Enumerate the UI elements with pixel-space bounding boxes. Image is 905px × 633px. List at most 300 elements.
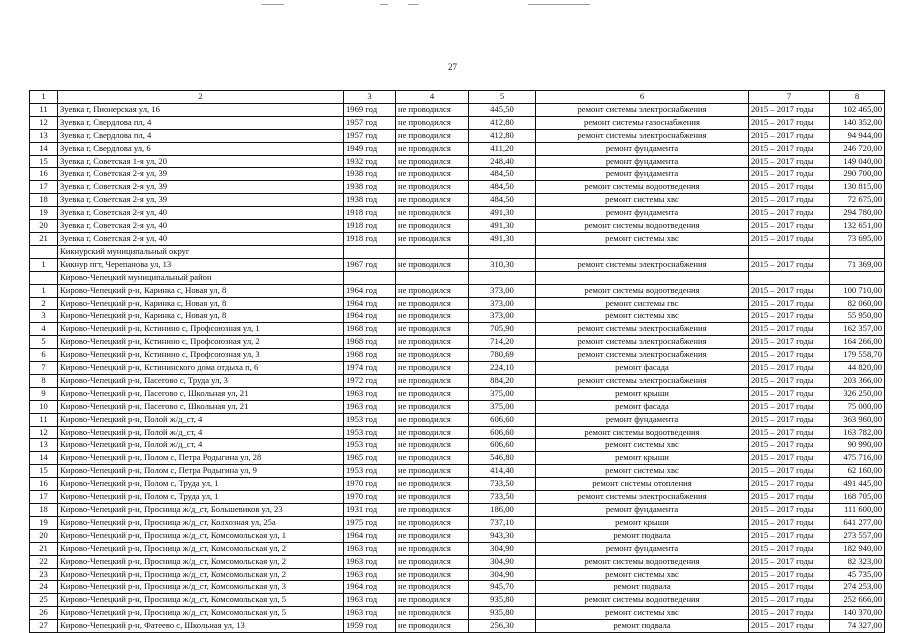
cell-repair-status: не проводился <box>396 491 469 504</box>
cell-work-type: ремонт системы отопления <box>536 478 749 491</box>
cell-address: Кирово-Чепецкий р-н, Полом с, Труда ул, 1 <box>58 478 344 491</box>
cell-period: 2015 – 2017 годы <box>749 362 830 375</box>
cell-cost: 55 950,00 <box>830 310 885 323</box>
cell-area: 375,00 <box>469 387 536 400</box>
cell-build-year: 1965 год <box>344 452 396 465</box>
cell-address: Кирово-Чепецкий р-н, Просница ж/д_ст, Комсомольская ул, 5 <box>58 594 344 607</box>
cell-row-number: 20 <box>30 220 58 233</box>
cell-cost: 326 250,00 <box>830 387 885 400</box>
cell-address: Кирово-Чепецкий р-н, Полой ж/д_ст, 4 <box>58 439 344 452</box>
cell-cost: 82 323,00 <box>830 555 885 568</box>
cell-cost: 74 327,00 <box>830 620 885 633</box>
section-blank-cell <box>749 271 830 284</box>
cell-period: 2015 – 2017 годы <box>749 555 830 568</box>
section-blank-cell <box>830 271 885 284</box>
cell-repair-status: не проводился <box>396 413 469 426</box>
table-row <box>30 478 885 491</box>
cell-area: 373,00 <box>469 284 536 297</box>
header-cell-7: 7 <box>749 91 830 104</box>
cell-repair-status: не проводился <box>396 297 469 310</box>
cell-cost: 273 557,00 <box>830 529 885 542</box>
cell-work-type: ремонт системы электроснабжения <box>536 129 749 142</box>
cell-area: 224,10 <box>469 362 536 375</box>
cell-build-year: 1949 год <box>344 142 396 155</box>
cell-period: 2015 – 2017 годы <box>749 439 830 452</box>
cell-period: 2015 – 2017 годы <box>749 194 830 207</box>
cell-area: 780,69 <box>469 349 536 362</box>
section-blank-cell <box>344 271 396 284</box>
table-row <box>30 516 885 529</box>
cell-address: Зуевка г, Советская 2-я ул, 39 <box>58 194 344 207</box>
cell-row-number: 7 <box>30 362 58 375</box>
cell-build-year: 1918 год <box>344 232 396 245</box>
cell-row-number: 27 <box>30 620 58 633</box>
cell-area: 411,20 <box>469 142 536 155</box>
cell-repair-status: не проводился <box>396 542 469 555</box>
cell-work-type: ремонт системы водоотведения <box>536 284 749 297</box>
cell-address: Зуевка г, Советская 1-я ул, 20 <box>58 155 344 168</box>
cell-repair-status: не проводился <box>396 168 469 181</box>
cell-area: 733,50 <box>469 491 536 504</box>
cell-row-number: 18 <box>30 194 58 207</box>
cell-area: 414,40 <box>469 465 536 478</box>
cell-work-type: ремонт системы хвс <box>536 607 749 620</box>
cell-work-type: ремонт системы водоотведения <box>536 555 749 568</box>
cell-period: 2015 – 2017 годы <box>749 374 830 387</box>
cell-area: 606,60 <box>469 413 536 426</box>
table-row <box>30 581 885 594</box>
cell-cost: 162 357,00 <box>830 323 885 336</box>
cell-period: 2015 – 2017 годы <box>749 594 830 607</box>
cell-build-year: 1931 год <box>344 504 396 517</box>
cell-address: Зуевка г, Свердлова ул, 6 <box>58 142 344 155</box>
cell-row-number: 2 <box>30 297 58 310</box>
cell-address: Кирово-Чепецкий р-н, Просница ж/д_ст, Комсомольская ул, 5 <box>58 607 344 620</box>
cell-address: Зуевка г, Свердлова пл, 4 <box>58 116 344 129</box>
table-row <box>30 607 885 620</box>
cell-repair-status: не проводился <box>396 142 469 155</box>
cell-build-year: 1974 год <box>344 362 396 375</box>
cell-area: 705,90 <box>469 323 536 336</box>
cell-address: Кирово-Чепецкий р-н, Фатеево с, Школьная ул, 13 <box>58 620 344 633</box>
cell-build-year: 1964 год <box>344 310 396 323</box>
cell-work-type: ремонт системы электроснабжения <box>536 103 749 116</box>
cell-row-number: 14 <box>30 142 58 155</box>
cell-build-year: 1968 год <box>344 323 396 336</box>
cell-row-number: 22 <box>30 555 58 568</box>
header-cell-6: 6 <box>536 91 749 104</box>
header-cell-3: 3 <box>344 91 396 104</box>
cell-work-type: ремонт фундамента <box>536 413 749 426</box>
cell-period: 2015 – 2017 годы <box>749 116 830 129</box>
section-blank-cell <box>30 271 58 284</box>
cell-build-year: 1972 год <box>344 374 396 387</box>
header-cell-4: 4 <box>396 91 469 104</box>
cell-row-number: 21 <box>30 232 58 245</box>
cell-period: 2015 – 2017 годы <box>749 413 830 426</box>
cell-period: 2015 – 2017 годы <box>749 387 830 400</box>
cell-area: 737,10 <box>469 516 536 529</box>
cell-period: 2015 – 2017 годы <box>749 349 830 362</box>
cell-row-number: 25 <box>30 594 58 607</box>
cell-work-type: ремонт системы водоотведения <box>536 594 749 607</box>
table-row <box>30 129 885 142</box>
cell-row-number: 13 <box>30 129 58 142</box>
cell-repair-status: не проводился <box>396 323 469 336</box>
cell-area: 935,80 <box>469 607 536 620</box>
cell-work-type: ремонт системы хвс <box>536 232 749 245</box>
cell-cost: 168 705,00 <box>830 491 885 504</box>
cell-area: 484,50 <box>469 194 536 207</box>
cell-work-type: ремонт фундамента <box>536 207 749 220</box>
cell-row-number: 20 <box>30 529 58 542</box>
cell-period: 2015 – 2017 годы <box>749 478 830 491</box>
cell-address: Кирово-Чепецкий р-н, Каринка с, Новая ул, 8 <box>58 297 344 310</box>
cell-work-type: ремонт системы электроснабжения <box>536 349 749 362</box>
table-row <box>30 620 885 633</box>
cell-row-number: 14 <box>30 452 58 465</box>
header-cell-5: 5 <box>469 91 536 104</box>
cell-work-type: ремонт системы электроснабжения <box>536 258 749 271</box>
cell-address: Кирово-Чепецкий р-н, Просница ж/д_ст, Большевиков ул, 23 <box>58 504 344 517</box>
cell-row-number: 16 <box>30 478 58 491</box>
cell-build-year: 1963 год <box>344 387 396 400</box>
cell-repair-status: не проводился <box>396 181 469 194</box>
cell-repair-status: не проводился <box>396 310 469 323</box>
cell-row-number: 11 <box>30 103 58 116</box>
table-row <box>30 181 885 194</box>
cell-area: 375,00 <box>469 400 536 413</box>
cell-build-year: 1964 год <box>344 284 396 297</box>
cell-build-year: 1968 год <box>344 349 396 362</box>
cell-repair-status: не проводился <box>396 232 469 245</box>
cell-cost: 641 277,00 <box>830 516 885 529</box>
cell-area: 491,30 <box>469 207 536 220</box>
cell-repair-status: не проводился <box>396 207 469 220</box>
section-row <box>30 271 885 284</box>
cell-address: Зуевка г, Свердлова пл, 4 <box>58 129 344 142</box>
cell-build-year: 1969 год <box>344 103 396 116</box>
cell-work-type: ремонт крыши <box>536 452 749 465</box>
cell-row-number: 19 <box>30 207 58 220</box>
cell-cost: 294 780,00 <box>830 207 885 220</box>
cell-work-type: ремонт системы хвс <box>536 439 749 452</box>
cell-row-number: 16 <box>30 168 58 181</box>
section-blank-cell <box>469 245 536 258</box>
cell-cost: 274 253,00 <box>830 581 885 594</box>
cell-work-type: ремонт фундамента <box>536 168 749 181</box>
cell-address: Кирово-Чепецкий р-н, Просница ж/д_ст, Комсомольская ул, 2 <box>58 555 344 568</box>
cell-work-type: ремонт системы гвс <box>536 297 749 310</box>
cell-cost: 363 960,00 <box>830 413 885 426</box>
table-row <box>30 465 885 478</box>
cell-repair-status: не проводился <box>396 426 469 439</box>
cell-period: 2015 – 2017 годы <box>749 504 830 517</box>
cell-row-number: 8 <box>30 374 58 387</box>
cell-row-number: 6 <box>30 349 58 362</box>
cell-build-year: 1967 год <box>344 258 396 271</box>
cell-row-number: 18 <box>30 504 58 517</box>
cell-period: 2015 – 2017 годы <box>749 181 830 194</box>
cell-area: 491,30 <box>469 232 536 245</box>
cell-period: 2015 – 2017 годы <box>749 400 830 413</box>
cell-repair-status: не проводился <box>396 362 469 375</box>
table-row <box>30 542 885 555</box>
cell-address: Зуевка г, Пионерская ул, 16 <box>58 103 344 116</box>
table-row <box>30 504 885 517</box>
cell-work-type: ремонт системы газоснабжения <box>536 116 749 129</box>
cell-area: 935,80 <box>469 594 536 607</box>
cell-address: Зуевка г, Советская 2-я ул, 40 <box>58 232 344 245</box>
cell-address: Кирово-Чепецкий р-н, Полом с, Петра Родыгина ул, 28 <box>58 452 344 465</box>
cell-row-number: 1 <box>30 258 58 271</box>
cell-repair-status: не проводился <box>396 349 469 362</box>
repair-program-table <box>29 90 885 633</box>
cell-repair-status: не проводился <box>396 374 469 387</box>
cell-period: 2015 – 2017 годы <box>749 284 830 297</box>
section-blank-cell <box>536 245 749 258</box>
table-row <box>30 284 885 297</box>
cell-area: 412,80 <box>469 129 536 142</box>
cell-address: Кирово-Чепецкий р-н, Пасегово с, Школьная ул, 21 <box>58 400 344 413</box>
table-row <box>30 439 885 452</box>
cell-cost: 100 710,00 <box>830 284 885 297</box>
cell-period: 2015 – 2017 годы <box>749 542 830 555</box>
cell-repair-status: не проводился <box>396 465 469 478</box>
table-row <box>30 155 885 168</box>
cell-period: 2015 – 2017 годы <box>749 465 830 478</box>
cell-period: 2015 – 2017 годы <box>749 581 830 594</box>
cell-address: Кирово-Чепецкий р-н, Кстинино с, Профсоюзная ул, 1 <box>58 323 344 336</box>
cell-cost: 130 815,00 <box>830 181 885 194</box>
cell-period: 2015 – 2017 годы <box>749 155 830 168</box>
cell-repair-status: не проводился <box>396 607 469 620</box>
cell-area: 733,50 <box>469 478 536 491</box>
cell-area: 310,30 <box>469 258 536 271</box>
cell-address: Кирово-Чепецкий р-н, Кстининского дома отдыха п, 6 <box>58 362 344 375</box>
table-row <box>30 323 885 336</box>
table-row <box>30 207 885 220</box>
cell-address: Кирово-Чепецкий р-н, Просница ж/д_ст, Комсомольская ул, 2 <box>58 542 344 555</box>
section-blank-cell <box>396 245 469 258</box>
cell-repair-status: не проводился <box>396 439 469 452</box>
cell-work-type: ремонт фасада <box>536 362 749 375</box>
cell-row-number: 26 <box>30 607 58 620</box>
cell-repair-status: не проводился <box>396 516 469 529</box>
cell-period: 2015 – 2017 годы <box>749 516 830 529</box>
cell-build-year: 1963 год <box>344 607 396 620</box>
cell-area: 445,50 <box>469 103 536 116</box>
cell-repair-status: не проводился <box>396 116 469 129</box>
cell-build-year: 1953 год <box>344 465 396 478</box>
table-row <box>30 168 885 181</box>
table-row <box>30 594 885 607</box>
section-row <box>30 245 885 258</box>
cell-row-number: 17 <box>30 491 58 504</box>
table-row <box>30 452 885 465</box>
header-cell-1: 1 <box>30 91 58 104</box>
cell-cost: 102 465,00 <box>830 103 885 116</box>
cell-address: Кирово-Чепецкий р-н, Полой ж/д_ст, 4 <box>58 413 344 426</box>
cell-address: Кирово-Чепецкий р-н, Пасегово с, Труда ул, 3 <box>58 374 344 387</box>
cell-repair-status: не проводился <box>396 568 469 581</box>
cell-work-type: ремонт системы электроснабжения <box>536 336 749 349</box>
cell-work-type: ремонт системы хвс <box>536 194 749 207</box>
cell-row-number: 15 <box>30 155 58 168</box>
cell-build-year: 1963 год <box>344 555 396 568</box>
cell-cost: 73 695,00 <box>830 232 885 245</box>
cell-repair-status: не проводился <box>396 581 469 594</box>
cell-period: 2015 – 2017 годы <box>749 220 830 233</box>
cell-period: 2015 – 2017 годы <box>749 568 830 581</box>
cell-repair-status: не проводился <box>396 155 469 168</box>
section-blank-cell <box>749 245 830 258</box>
cell-address: Кирово-Чепецкий р-н, Полом с, Труда ул, 1 <box>58 491 344 504</box>
cell-area: 304,90 <box>469 568 536 581</box>
header-cell-2: 2 <box>58 91 344 104</box>
cell-repair-status: не проводился <box>396 529 469 542</box>
cell-build-year: 1953 год <box>344 439 396 452</box>
cell-area: 945,70 <box>469 581 536 594</box>
cell-area: 256,30 <box>469 620 536 633</box>
cell-build-year: 1957 год <box>344 116 396 129</box>
cell-repair-status: не проводился <box>396 103 469 116</box>
table-row <box>30 362 885 375</box>
cell-period: 2015 – 2017 годы <box>749 258 830 271</box>
cell-address: Зуевка г, Советская 2-я ул, 39 <box>58 168 344 181</box>
cell-row-number: 10 <box>30 400 58 413</box>
cell-area: 248,40 <box>469 155 536 168</box>
cell-build-year: 1938 год <box>344 168 396 181</box>
cell-period: 2015 – 2017 годы <box>749 336 830 349</box>
cell-build-year: 1918 год <box>344 207 396 220</box>
cell-cost: 475 716,00 <box>830 452 885 465</box>
cell-row-number: 12 <box>30 426 58 439</box>
table-row <box>30 491 885 504</box>
cell-cost: 72 675,00 <box>830 194 885 207</box>
cell-repair-status: не проводился <box>396 620 469 633</box>
cell-work-type: ремонт фундамента <box>536 542 749 555</box>
cell-cost: 179 558,70 <box>830 349 885 362</box>
table-row <box>30 103 885 116</box>
cell-row-number: 17 <box>30 181 58 194</box>
section-blank-cell <box>396 271 469 284</box>
cell-cost: 82 060,00 <box>830 297 885 310</box>
cell-area: 943,30 <box>469 529 536 542</box>
section-title: Кикнурский муниципальный округ <box>58 245 344 258</box>
cell-area: 884,20 <box>469 374 536 387</box>
table-header-row <box>30 91 885 104</box>
table-row <box>30 142 885 155</box>
cell-work-type: ремонт крыши <box>536 387 749 400</box>
cell-address: Кирово-Чепецкий р-н, Каринка с, Новая ул, 8 <box>58 284 344 297</box>
cell-cost: 140 370,00 <box>830 607 885 620</box>
cell-work-type: ремонт фасада <box>536 400 749 413</box>
table-body <box>30 91 885 633</box>
cell-area: 546,80 <box>469 452 536 465</box>
cell-build-year: 1938 год <box>344 181 396 194</box>
cell-repair-status: не проводился <box>396 504 469 517</box>
cell-build-year: 1975 год <box>344 516 396 529</box>
cell-cost: 71 369,00 <box>830 258 885 271</box>
cell-build-year: 1964 год <box>344 529 396 542</box>
cell-cost: 75 000,00 <box>830 400 885 413</box>
section-blank-cell <box>30 245 58 258</box>
cell-address: Кикнур пгт, Черепанова ул, 13 <box>58 258 344 271</box>
section-title: Кирово-Чепецкий муниципальный район <box>58 271 344 284</box>
cell-build-year: 1938 год <box>344 194 396 207</box>
cell-repair-status: не проводился <box>396 336 469 349</box>
cell-work-type: ремонт подвала <box>536 620 749 633</box>
cell-work-type: ремонт системы электроснабжения <box>536 374 749 387</box>
cell-work-type: ремонт системы электроснабжения <box>536 491 749 504</box>
cell-build-year: 1964 год <box>344 297 396 310</box>
cell-work-type: ремонт системы водоотведения <box>536 220 749 233</box>
cell-build-year: 1953 год <box>344 413 396 426</box>
cell-area: 714,20 <box>469 336 536 349</box>
header-cell-8: 8 <box>830 91 885 104</box>
cell-area: 606,60 <box>469 439 536 452</box>
cell-row-number: 4 <box>30 323 58 336</box>
cell-work-type: ремонт фундамента <box>536 155 749 168</box>
cell-row-number: 5 <box>30 336 58 349</box>
cell-period: 2015 – 2017 годы <box>749 426 830 439</box>
cell-row-number: 3 <box>30 310 58 323</box>
cell-row-number: 21 <box>30 542 58 555</box>
section-blank-cell <box>469 271 536 284</box>
cell-repair-status: не проводился <box>396 478 469 491</box>
cell-period: 2015 – 2017 годы <box>749 607 830 620</box>
cell-area: 304,90 <box>469 542 536 555</box>
cell-address: Зуевка г, Советская 2-я ул, 40 <box>58 207 344 220</box>
cell-build-year: 1953 год <box>344 426 396 439</box>
cell-build-year: 1970 год <box>344 478 396 491</box>
cell-area: 412,80 <box>469 116 536 129</box>
cell-cost: 111 600,00 <box>830 504 885 517</box>
cell-repair-status: не проводился <box>396 129 469 142</box>
cell-work-type: ремонт системы хвс <box>536 568 749 581</box>
cell-area: 304,90 <box>469 555 536 568</box>
section-blank-cell <box>830 245 885 258</box>
cell-row-number: 15 <box>30 465 58 478</box>
cell-period: 2015 – 2017 годы <box>749 207 830 220</box>
cell-row-number: 23 <box>30 568 58 581</box>
cell-repair-status: не проводился <box>396 258 469 271</box>
cell-address: Кирово-Чепецкий р-н, Просница ж/д_ст, Комсомольская ул, 3 <box>58 581 344 594</box>
cell-area: 484,50 <box>469 181 536 194</box>
cell-area: 484,50 <box>469 168 536 181</box>
table-row <box>30 116 885 129</box>
cell-address: Зуевка г, Советская 2-я ул, 40 <box>58 220 344 233</box>
cell-row-number: 11 <box>30 413 58 426</box>
cell-period: 2015 – 2017 годы <box>749 142 830 155</box>
cell-work-type: ремонт системы хвс <box>536 465 749 478</box>
cell-row-number: 1 <box>30 284 58 297</box>
cell-cost: 164 266,00 <box>830 336 885 349</box>
table-row <box>30 568 885 581</box>
table-row <box>30 232 885 245</box>
cell-work-type: ремонт системы водоотведения <box>536 181 749 194</box>
cell-cost: 62 160,00 <box>830 465 885 478</box>
cell-period: 2015 – 2017 годы <box>749 168 830 181</box>
table-row <box>30 555 885 568</box>
cell-cost: 94 944,00 <box>830 129 885 142</box>
cell-work-type: ремонт системы электроснабжения <box>536 323 749 336</box>
table-row <box>30 400 885 413</box>
cell-cost: 203 366,00 <box>830 374 885 387</box>
cell-period: 2015 – 2017 годы <box>749 103 830 116</box>
cell-repair-status: не проводился <box>396 220 469 233</box>
